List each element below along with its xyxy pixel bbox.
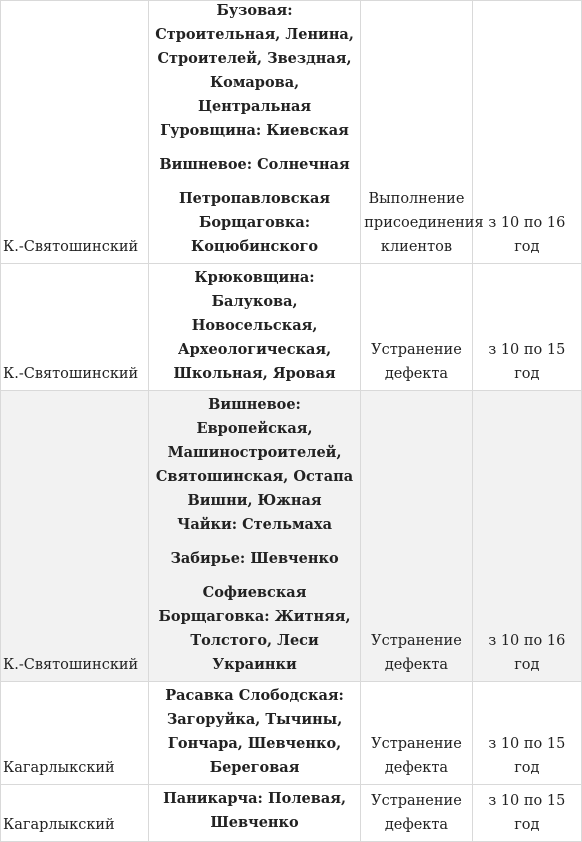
- district-cell: Кагарлыкский: [1, 785, 149, 842]
- address-line: Вишневое: Солнечная: [159, 156, 350, 173]
- address-line: Вишневое: Европейская, Машиностроителей, Святошинская, Остапа Вишни, Южная: [155, 396, 354, 509]
- period-cell: з 10 по 15 год: [472, 264, 581, 391]
- district-cell: К.-Святошинский: [1, 264, 149, 391]
- address-line: Паникарча: Полевая, Шевченко: [163, 790, 346, 831]
- district-cell: К.-Святошинский: [1, 391, 149, 682]
- work-type-cell: Устранение дефекта: [361, 264, 472, 391]
- work-type-cell: Устранение дефекта: [361, 682, 472, 785]
- address-line: Чайки: Стельмаха: [177, 516, 332, 533]
- address-line: Бузовая: Строительная, Ленина, Строителей, Звездная, Комарова, Центральная: [155, 2, 354, 115]
- address-line: Крюковщина: Балукова, Новосельская, Археологическая, Школьная, Яровая: [173, 269, 336, 382]
- address-cell: [148, 785, 360, 842]
- address-line: Софиевская Борщаговка: Житняя, Толстого, Леси Украинки: [158, 584, 351, 673]
- table-row: [1, 1, 582, 264]
- table-row: [1, 391, 582, 682]
- table-row: [1, 785, 582, 842]
- table-row: [1, 264, 582, 391]
- period-cell: з 10 по 15 год: [472, 785, 581, 842]
- period-cell: з 10 по 15 год: [472, 682, 581, 785]
- address-cell: [148, 682, 360, 785]
- table-row: [1, 682, 582, 785]
- address-line: Забирье: Шевченко: [170, 550, 339, 567]
- district-cell: К.-Святошинский: [1, 1, 149, 264]
- work-type-cell: Устранение дефекта: [361, 785, 472, 842]
- address-cell: [148, 264, 360, 391]
- address-cell: [148, 391, 360, 682]
- period-cell: з 10 по 16 год: [472, 391, 581, 682]
- address-line: Расавка Слободская: Загоруйка, Тычины, Гончара, Шевченко, Береговая: [165, 687, 344, 776]
- district-cell: Кагарлыкский: [1, 682, 149, 785]
- address-line: Гуровщина: Киевская: [160, 122, 349, 139]
- address-line: Петропавловская Борщаговка: Коцюбинского: [178, 190, 331, 255]
- work-type-cell: Выполнение присоединения клиентов: [361, 1, 472, 264]
- address-cell: [148, 1, 360, 264]
- period-cell: з 10 по 16 год: [472, 1, 581, 264]
- work-type-cell: Устранение дефекта: [361, 391, 472, 682]
